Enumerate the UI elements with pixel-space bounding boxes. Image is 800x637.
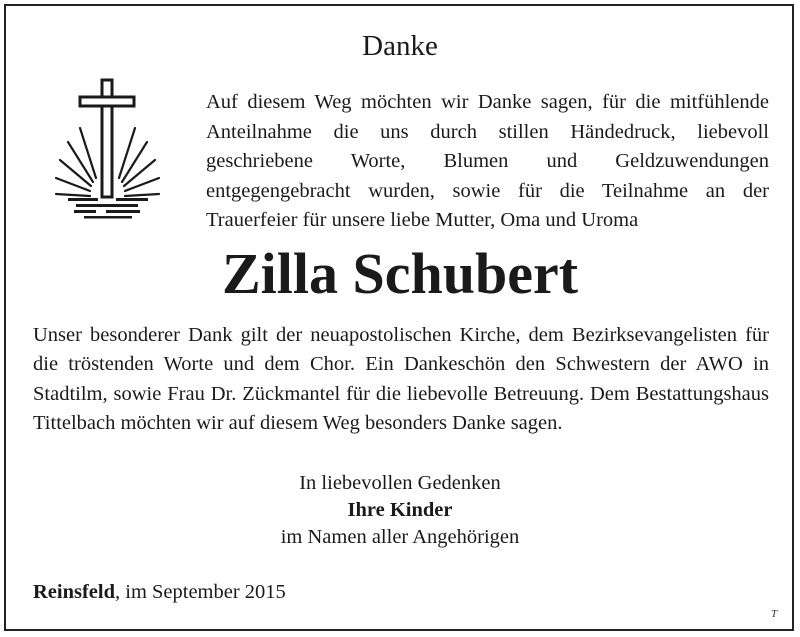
corner-mark: T — [771, 608, 778, 620]
closing-line-3: im Namen aller Angehörigen — [280, 526, 520, 548]
cross-sunrise-water-icon — [50, 70, 165, 220]
thanks-paragraph: Unser besonderer Dank gilt der neuapostolischen Kirche, dem Bezirksevangelisten für die tröstenden Worte und dem Chor. Ein Dankeschön den Schwestern der AWO in Stadtilm, sowie Frau Dr. Zückmantel für die liebevolle Betreuung. Dem Bestattungshaus Tittelbach möchten wir auf diesem Weg besonders Danke sagen. — [33, 324, 769, 435]
place-date-line — [33, 581, 286, 604]
date-text: , im September 2015 — [115, 581, 286, 603]
intro-paragraph: Auf diesem Weg möchten wir Danke sagen, für die mitfühlende Anteilnahme die uns durch stillen Händedruck, liebevoll geschriebene Worte, Blumen und Geldzuwendungen entgegengebracht wurden, sowie für die Teilnahme an der Trauerfeier für unsere liebe Mutter, Oma und Uroma — [206, 91, 769, 232]
deceased-name: Zilla Schubert — [221, 241, 579, 306]
closing-signature: Ihre Kinder — [347, 499, 453, 521]
place-name: Reinsfeld — [33, 581, 115, 603]
closing-block — [0, 470, 800, 551]
closing-line-1: In liebevollen Gedenken — [299, 472, 501, 494]
notice-title: Danke — [362, 30, 438, 62]
